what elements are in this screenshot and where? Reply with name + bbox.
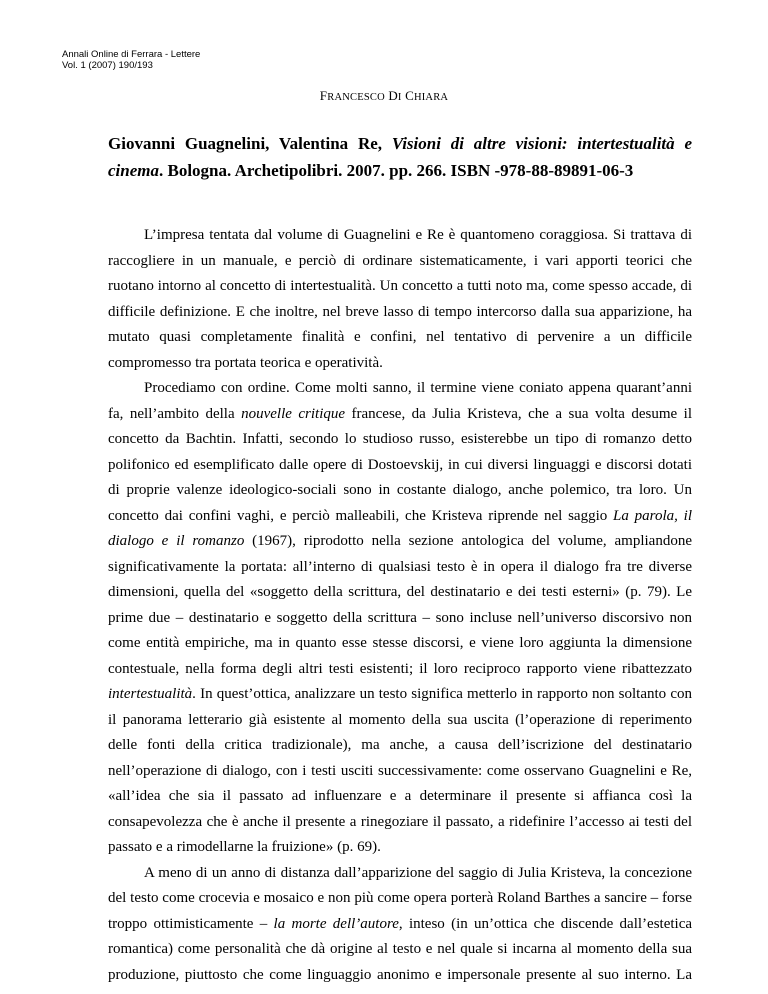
reviewed-book-citation xyxy=(108,130,692,184)
journal-header xyxy=(62,49,200,71)
book-authors: Giovanni Guagnelini, Valentina Re, xyxy=(108,134,392,153)
review-author: FRANCESCO DI CHIARA xyxy=(319,88,449,103)
book-title: Visioni di altre visioni: intertestualità e cinema xyxy=(108,134,692,180)
paragraph-2: Procediamo con ordine. Come molti sanno, il termine viene coniato appena quarant’anni fa, nell’ambito della nouvelle critique francese, da Julia Kristeva, che a sua volta desume il concetto da Bachtin. Infatti, secondo lo studioso russo, esisterebbe un tipo di romanzo detto polifonico ed esemplificato dalle opere di Dostoevskij, in cui diversi linguaggi e discorsi dotati di proprie valenze ideologico-sociali sono in costante dialogo, anche polemico, tra loro. Un concetto dai confini vaghi, e perciò malleabili, che Kristeva riprende nel saggio La parola, il dialogo e il romanzo (1967), riprodotto nella sezione antologica del volume, ampliandone significativamente la portata: all’interno di qualsiasi testo è in opera il dialogo fra tre diverse dimensioni, quella del «soggetto della scrittura, del destinatario e dei testi esterni» (p. 79). Le prime due – destinatario e soggetto della scrittura – sono incluse nell’universo discorsivo non come entità empiriche, ma in quanto esse stesse discorsi, e viene loro aggiunta la dimensione contestuale, nella forma degli altri testi esistenti; il loro reciproco rapporto viene ribattezzato intertestualità. In quest’ottica, analizzare un testo significa metterlo in rapporto non soltanto con il panorama letterario già esistente al momento della sua uscita (l’operazione di reperimento delle fonti della critica tradizionale), ma anche, a causa dell’iscrizione del destinatario nell’operazione di dialogo, con i testi usciti successivamente: come osservano Guagnelini e Re, «all’idea che sia il passato ad influenzare e a determinare il presente si affianca così la consapevolezza che è anche il presente a rinegoziare il passato, a ridefinire l’accesso ai testi del passato e a rimodellarne la fruizione» (p. 69). xyxy=(108,380,693,855)
journal-volume: Vol. 1 (2007) 190/193 xyxy=(62,60,153,71)
paragraph-1: L’impresa tentata dal volume di Guagnelini e Re è quantomeno coraggiosa. Si trattava di raccogliere in un manuale, e perciò di ordinare sistematicamente, i vari apporti teorici che ruotano intorno al concetto di intertestualità. Un concetto a tutti noto ma, come spesso accade, di difficile definizione. E che inoltre, nel breve lasso di tempo intercorso dalla sua apparizione, ha mutato quasi completamente finalità e confini, nel tentativo di pervenire a un difficile compromesso tra portata teorica e operatività. xyxy=(108,227,692,371)
book-publication-details: . Bologna. Archetipolibri. 2007. pp. 266. ISBN -978-88-89891-06-3 xyxy=(159,161,634,180)
journal-name: Annali Online di Ferrara - Lettere xyxy=(62,49,201,60)
paragraph-3: A meno di un anno di distanza dall’apparizione del saggio di Julia Kristeva, la concezione del testo come crocevia e mosaico e non più come opera porterà Roland Barthes a sancire – forse troppo ottimisticamente – la morte dell’autore, inteso (in un’ottica che discende dall’estetica romantica) come personalità che dà origine al testo e nel quale si incarna al momento della sua produzione, piuttosto che come linguaggio anonimo e impersonale presente al suo interno. La xyxy=(108,864,693,983)
review-body xyxy=(108,223,692,988)
